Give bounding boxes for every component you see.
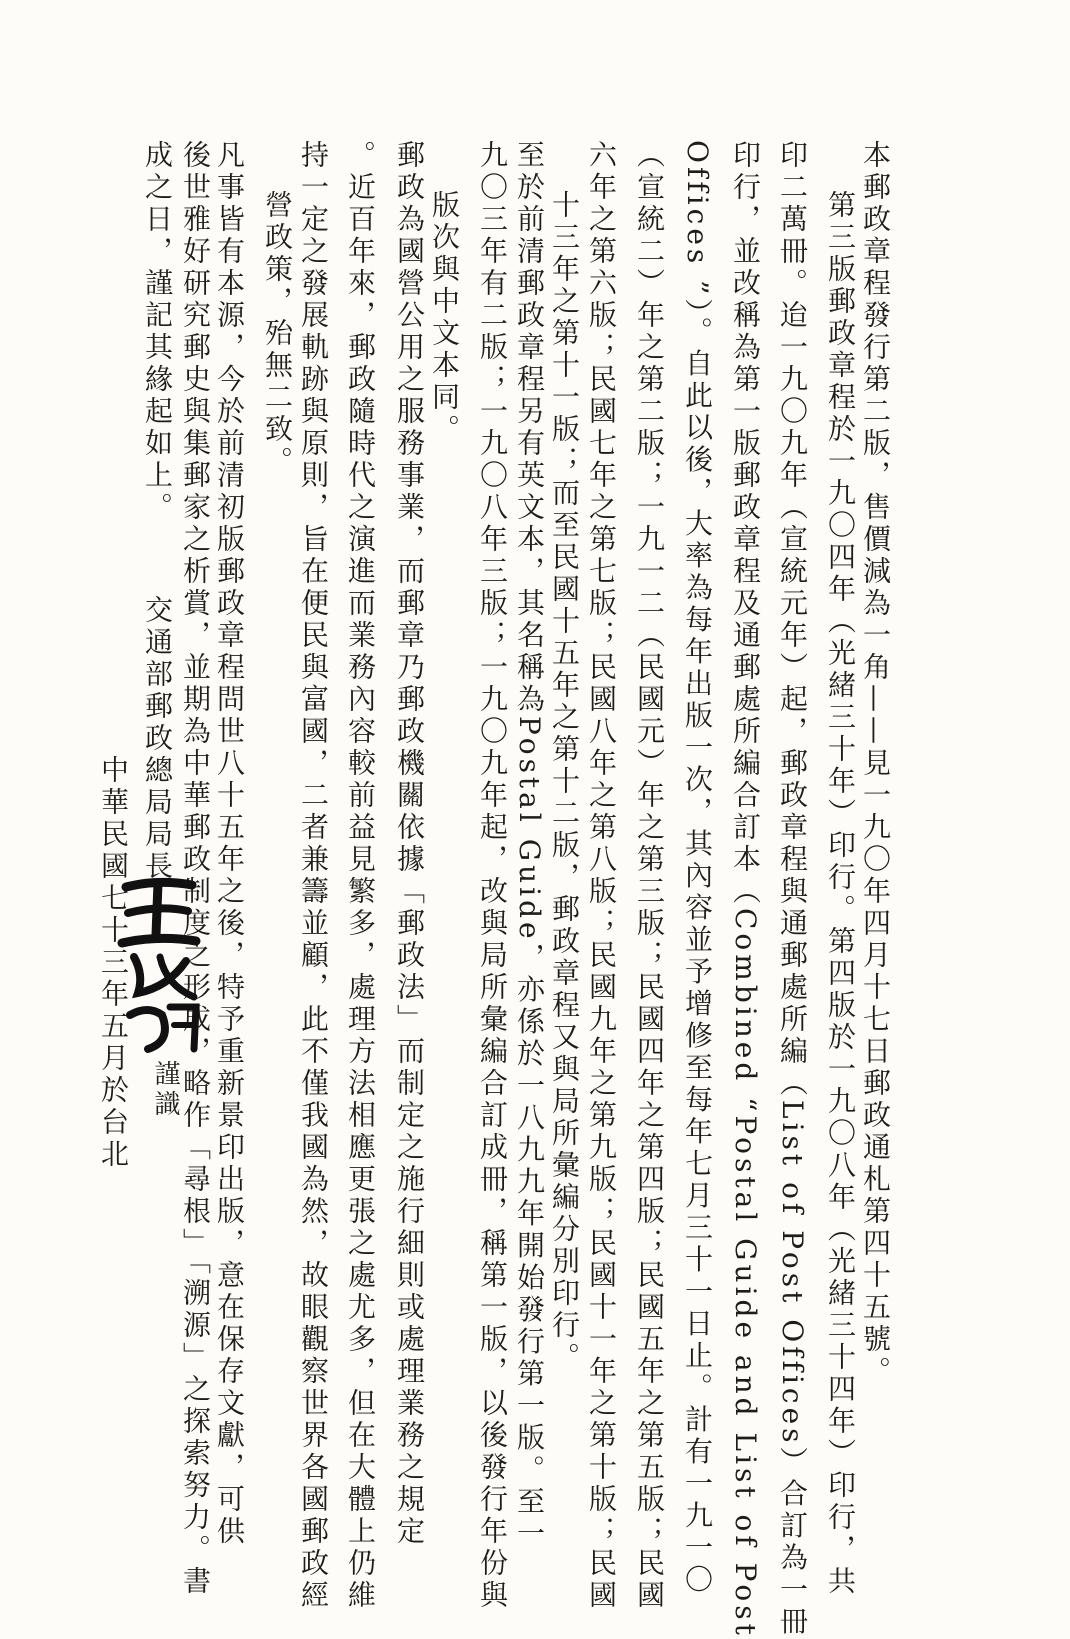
body-column-9: 至於前清郵政章程另有英文本，其名稱為Postal Guide，亦係於一八九九年開始發行第一版。至一 <box>513 140 546 1551</box>
body-column-15: 營政策，殆無二致。 <box>261 190 294 478</box>
body-column-13: 。近百年來，郵政隨時代之演進而業務內容較前益見繁多，處理方法相應更張之處尤多，但在大體上仍維 <box>344 140 377 1612</box>
date-place-line: 中華民國七十三年五月於台北 <box>97 755 130 1171</box>
body-column-8: 十三年之第十一版；而至民國十五年之第十二版，郵政章程又與局所彙編分別印行。 <box>548 190 581 1374</box>
body-column-12: 郵政為國營公用之服務事業，而郵章乃郵政機關依據「郵政法」而制定之施行細則或處理業務之規定 <box>393 140 426 1548</box>
signer-title: 交通部郵政總局局長 <box>141 595 174 883</box>
body-column-18: 成之日，謹記其緣起如上。 <box>141 140 174 524</box>
body-column-7: 六年之第六版；民國七年之第七版；民國八年之第八版；民國九年之第九版；民國十一年之第十版；民國 <box>585 140 618 1612</box>
body-column-17: 後世雅好研究郵史與集郵家之析賞，並期為中華郵政制度之形成，略作「尋根」「溯源」之探索努力。書 <box>179 140 212 1598</box>
body-column-11: 版次與中文本同。 <box>428 190 461 446</box>
body-column-16: 凡事皆有本源，今於前清初版郵政章程問世八十五年之後，特予重新景印出版，意在保存文獻，可供 <box>213 140 246 1548</box>
body-column-5: Offices ”）。自此以後，大率為每年出版一次，其內容並予增修至每年七月三十一日止。計有一九一〇 <box>681 140 714 1597</box>
body-column-10: 九〇三年有二版；一九〇八年三版；一九〇九年起，改與局所彙編合訂成冊，稱第一版，以後發行年份與 <box>476 140 509 1612</box>
body-column-6: （宣統二）年之第二版；一九一二（民國元）年之第三版；民國四年之第四版；民國五年之第五版；民國 <box>633 140 666 1612</box>
body-column-3: 印二萬冊。迨一九〇九年（宣統元年）起，郵政章程與通郵處所編（List of Post Offices）合訂為一冊 <box>776 140 809 1639</box>
body-column-4: 印行，並改稱為第一版郵政章程及通郵處所編合訂本（Combined “Postal Guide and List of Post <box>729 140 762 1639</box>
respectfully-note: 謹識 <box>150 1060 180 1120</box>
body-column-14: 持一定之發展軌跡與原則，旨在便民與富國，二者兼籌並顧，此不僅我國為然，故眼觀察世界各國郵政經 <box>297 140 330 1612</box>
body-column-1: 本郵政章程發行第二版，售價減為一角——見一九〇年四月十七日郵政通札第四十五號。 <box>859 140 892 1388</box>
body-column-2: 第三版郵政章程於一九〇四年（光緒三十年）印行。第四版於一九〇八年（光緒三十四年）印行，共 <box>824 190 857 1598</box>
